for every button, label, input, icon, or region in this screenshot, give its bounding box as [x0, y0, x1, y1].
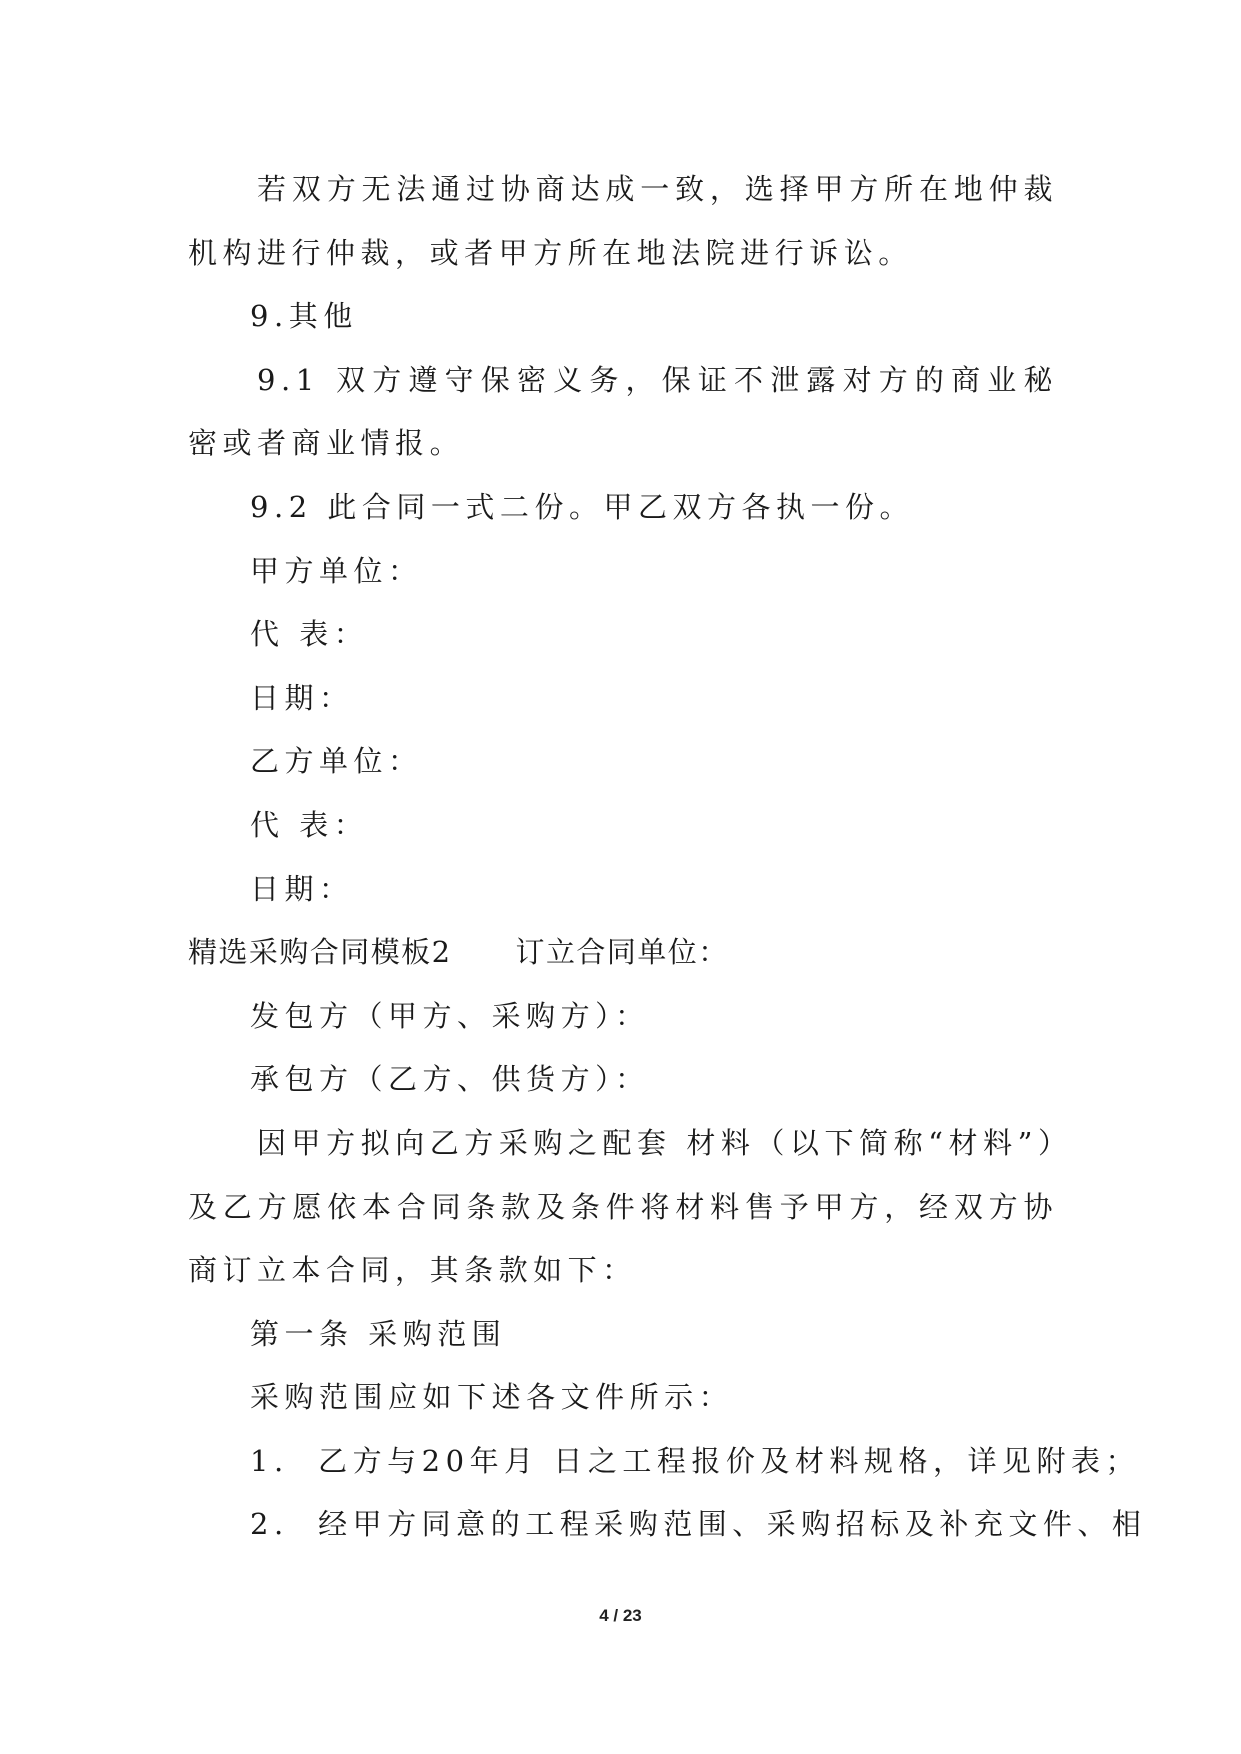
page-number: 4 / 23	[599, 1606, 642, 1625]
party-a-representative-label: 代 表：	[250, 617, 369, 652]
party-a-unit-label: 甲方单位：	[250, 553, 423, 588]
template-2-title: 精选采购合同模板2	[188, 935, 452, 970]
document-body	[188, 158, 1147, 1557]
paragraph-9-1: 9.1 双方遵守保密义务，保证不泄露对方的商业秘密或者商业情报。	[188, 362, 1058, 461]
list-item-1: 1. 乙方与20年月 日之工程报价及材料规格，详见附表；	[250, 1443, 1141, 1478]
receiver-party-label: 承包方（乙方、供货方）：	[250, 1062, 650, 1097]
list-item-2: 2. 经甲方同意的工程采购范围、采购招标及补充文件、相	[250, 1507, 1147, 1542]
paragraph-intro: 因甲方拟向乙方采购之配套 材料（以下简称“材料”）及乙方愿依本合同条款及条件将材料售予甲方，经双方协商订立本合同，其条款如下：	[188, 1125, 1058, 1288]
template-2-heading	[188, 921, 1058, 985]
party-b-representative-label: 代 表：	[250, 807, 369, 842]
paragraph-arbitration: 若双方无法通过协商达成一致，选择甲方所在地仲裁机构进行仲裁，或者甲方所在地法院进行诉讼。	[188, 172, 1058, 270]
section-title-9: 9.其他	[250, 299, 358, 334]
article-1-title: 第一条 采购范围	[250, 1316, 507, 1351]
party-a-date-label: 日期：	[250, 680, 354, 715]
party-b-date-label: 日期：	[250, 871, 354, 906]
paragraph-9-2: 9.2 此合同一式二份。甲乙双方各执一份。	[250, 489, 915, 524]
template-2-subtitle: 订立合同单位：	[515, 935, 729, 970]
party-b-unit-label: 乙方单位：	[250, 744, 423, 779]
article-1-description: 采购范围应如下述各文件所示：	[250, 1380, 734, 1415]
issuer-party-label: 发包方（甲方、采购方）：	[250, 998, 650, 1033]
